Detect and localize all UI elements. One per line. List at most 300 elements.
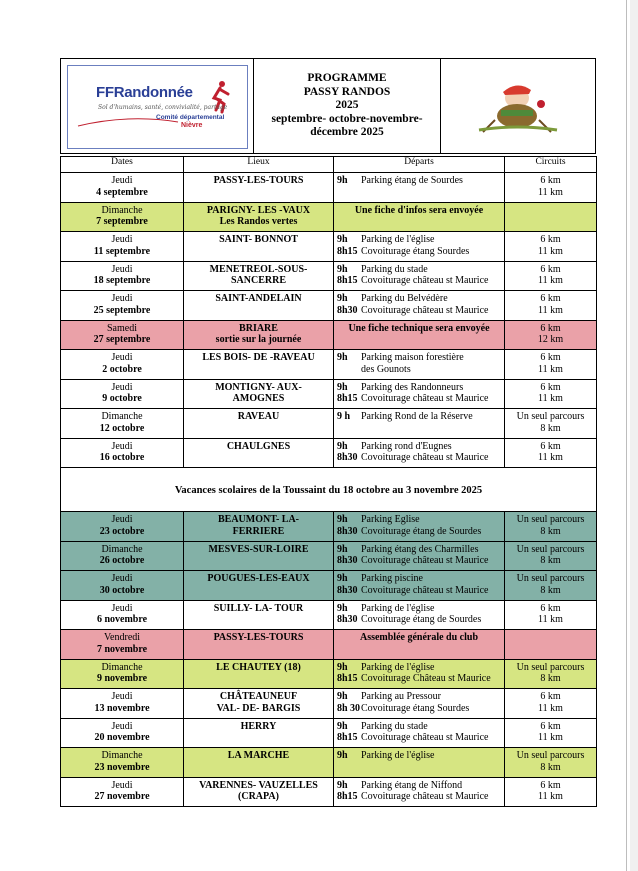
departure-time: 8h15 <box>337 673 358 684</box>
departure-place: Parking maison forestière <box>361 352 464 363</box>
departure-time: 9h <box>337 779 348 791</box>
page-margin <box>630 0 638 871</box>
circuit-distance: 6 km <box>540 691 561 702</box>
circuit-distance: Un seul parcours <box>516 573 585 584</box>
table-row <box>61 689 597 719</box>
departure-place: Parking de l'église <box>361 234 435 245</box>
departure-place: Covoiturage étang de Sourdes <box>361 525 482 537</box>
departure-time: 9h <box>337 750 348 761</box>
circuit-cell <box>505 541 597 571</box>
departure-line <box>337 411 501 423</box>
weekday: Jeudi <box>111 234 133 245</box>
circuit-cell <box>505 173 597 203</box>
circuit-distance: 8 km <box>540 555 561 566</box>
departure-place: Parking des Randonneurs <box>361 381 464 393</box>
circuit-cell <box>505 748 597 778</box>
departure-place: Parking du stade <box>361 720 428 732</box>
location-name: SAINT- BONNOT <box>219 234 298 245</box>
departure-line <box>337 393 501 405</box>
departure-time <box>337 364 361 376</box>
date-cell <box>61 748 184 778</box>
circuit-cell <box>505 689 597 719</box>
schedule-body <box>61 173 597 807</box>
date: 7 septembre <box>96 216 148 227</box>
circuit-distance: 6 km <box>540 720 561 732</box>
date-cell <box>61 202 184 232</box>
location-name: HERRY <box>240 720 277 732</box>
event-note: Assemblée générale du club <box>359 632 479 643</box>
departure-line <box>337 673 501 685</box>
location-name: PARIGNY- LES -VAUX <box>206 204 311 216</box>
departure-cell <box>334 659 505 689</box>
departure-cell <box>334 748 505 778</box>
departure-place: Covoiturage château st Maurice <box>361 275 489 286</box>
departure-cell <box>334 261 505 291</box>
departure-time: 8h30 <box>337 304 358 316</box>
date: 25 septembre <box>93 304 151 316</box>
table-row <box>61 409 597 439</box>
col-header-lieux: Lieux <box>184 157 334 173</box>
weekday: Jeudi <box>111 352 133 363</box>
date-cell <box>61 689 184 719</box>
page-edge <box>626 0 627 871</box>
program-title <box>254 59 441 153</box>
departure-time: 9h <box>337 263 348 275</box>
weekday: Dimanche <box>101 204 143 216</box>
circuit-cell <box>505 571 597 601</box>
location-name: AMOGNES <box>232 393 285 404</box>
departure-cell <box>334 438 505 468</box>
departure-line <box>337 662 501 674</box>
location-cell <box>184 173 334 203</box>
departure-cell <box>334 202 505 232</box>
location-name: MONTIGNY- AUX- <box>215 381 302 393</box>
date: 30 octobre <box>99 584 145 596</box>
location-name: VARENNES- VAUZELLES <box>199 779 318 791</box>
circuit-distance: 8 km <box>540 584 561 596</box>
circuit-distance: 11 km <box>538 363 563 375</box>
departure-time: 9 h <box>337 411 351 422</box>
date-cell <box>61 232 184 262</box>
circuit-distance: 11 km <box>538 304 563 316</box>
departure-time: 9h <box>337 293 348 304</box>
location-name: MENETREOL-SOUS- <box>209 263 308 275</box>
location-name: sortie sur la journée <box>215 334 302 345</box>
location-name: CHÂTEAUNEUF <box>219 691 298 702</box>
location-cell <box>184 438 334 468</box>
departure-line <box>337 382 501 394</box>
location-name: SANCERRE <box>230 275 286 286</box>
departure-cell <box>334 173 505 203</box>
circuit-distance: 11 km <box>538 702 563 714</box>
table-row <box>61 320 597 350</box>
departure-line <box>337 441 501 453</box>
departure-cell <box>334 291 505 321</box>
weekday: Jeudi <box>111 602 133 614</box>
departure-line <box>337 264 501 276</box>
weekday: Dimanche <box>101 411 143 422</box>
ffrandonnee-logo <box>67 65 248 149</box>
title-line: PASSY RANDOS <box>303 85 391 98</box>
departure-place: Parking de l'église <box>361 661 435 673</box>
weekday: Dimanche <box>101 750 143 761</box>
holiday-banner: Vacances scolaires de la Toussaint du 18 octobre au 3 novembre 2025 <box>61 468 597 512</box>
location-name: MESVES-SUR-LOIRE <box>208 543 309 555</box>
departure-cell <box>334 541 505 571</box>
circuit-cell <box>505 659 597 689</box>
date: 6 novembre <box>96 614 148 625</box>
location-name: PASSY-LES-TOURS <box>213 175 304 186</box>
location-cell <box>184 689 334 719</box>
departure-line <box>337 544 501 556</box>
departure-time: 8h30 <box>337 452 358 463</box>
date: 9 novembre <box>96 673 148 684</box>
date-cell <box>61 320 184 350</box>
hiker-illustration-icon <box>473 76 563 136</box>
col-header-dates: Dates <box>61 157 184 173</box>
location-cell <box>184 571 334 601</box>
location-name: BEAUMONT- LA- <box>217 514 300 525</box>
location-cell <box>184 718 334 748</box>
date-cell <box>61 718 184 748</box>
departure-time: 8h 30 <box>337 702 361 714</box>
location-cell <box>184 261 334 291</box>
location-name: (CRAPA) <box>238 791 279 802</box>
circuit-distance: Un seul parcours <box>516 543 585 555</box>
departure-time: 9h <box>337 573 348 584</box>
circuit-distance: 11 km <box>538 245 563 257</box>
date: 23 novembre <box>94 761 150 773</box>
departure-cell <box>334 777 505 807</box>
date-cell <box>61 173 184 203</box>
departure-place: Parking du Belvédère <box>361 293 448 304</box>
location-name: Les Randos vertes <box>219 216 298 227</box>
departure-time: 8h15 <box>337 245 358 257</box>
location-cell <box>184 232 334 262</box>
departure-line <box>337 293 501 305</box>
circuit-distance: 6 km <box>540 175 561 186</box>
departure-cell <box>334 689 505 719</box>
departure-line <box>337 234 501 246</box>
departure-line <box>337 614 501 626</box>
date-cell <box>61 630 184 660</box>
departure-time: 9h <box>337 543 348 555</box>
table-row <box>61 379 597 409</box>
circuit-distance: 11 km <box>538 791 563 802</box>
table-row <box>61 173 597 203</box>
departure-line <box>337 703 501 715</box>
weekday: Samedi <box>107 322 137 334</box>
circuit-distance: 8 km <box>540 761 561 773</box>
departure-place: Covoiturage château st Maurice <box>361 791 489 802</box>
location-cell <box>184 320 334 350</box>
departure-line <box>337 514 501 526</box>
table-row <box>61 291 597 321</box>
departure-time: 9h <box>337 691 348 702</box>
weekday: Jeudi <box>111 263 133 275</box>
circuit-cell <box>505 261 597 291</box>
departure-line <box>337 791 501 803</box>
departure-time: 9h <box>337 175 348 186</box>
location-name: CHAULGNES <box>226 440 291 452</box>
circuit-distance: 11 km <box>538 393 563 404</box>
circuit-distance: 6 km <box>540 263 561 275</box>
departure-time: 9h <box>337 661 348 673</box>
weekday: Dimanche <box>101 543 143 555</box>
departure-cell <box>334 232 505 262</box>
table-row <box>61 261 597 291</box>
circuit-distance: Un seul parcours <box>516 661 585 673</box>
departure-line <box>337 352 501 364</box>
circuit-distance: 6 km <box>540 381 561 393</box>
holiday-banner-row <box>61 468 597 512</box>
departure-time: 8h30 <box>337 614 358 625</box>
circuit-cell <box>505 320 597 350</box>
circuit-distance: 6 km <box>540 602 561 614</box>
weekday: Jeudi <box>111 514 133 525</box>
date: 16 octobre <box>99 452 145 463</box>
weekday: Jeudi <box>111 691 133 702</box>
weekday: Jeudi <box>111 720 133 732</box>
schedule-table <box>60 156 597 807</box>
weekday: Dimanche <box>101 661 143 673</box>
departure-place: Parking étang de Sourdes <box>361 175 463 186</box>
col-header-circuits: Circuits <box>505 157 597 173</box>
departure-time: 9h <box>337 440 348 452</box>
location-name: LE CHAUTEY (18) <box>216 661 301 673</box>
table-row <box>61 541 597 571</box>
hiker-illustration-cell <box>441 59 595 153</box>
table-row <box>61 232 597 262</box>
circuit-cell <box>505 630 597 660</box>
table-row <box>61 777 597 807</box>
location-name: LA MARCHE <box>227 750 290 761</box>
date: 27 novembre <box>94 791 150 802</box>
logo-department: Nièvre <box>181 122 203 129</box>
table-row <box>61 512 597 542</box>
departure-place: Covoiturage étang de Sourdes <box>361 614 482 625</box>
departure-place: Parking Eglise <box>361 514 420 525</box>
departure-place: Covoiturage château st Maurice <box>361 452 489 463</box>
date-cell <box>61 571 184 601</box>
date-cell <box>61 291 184 321</box>
location-name: LES BOIS- DE -RAVEAU <box>202 352 315 363</box>
departure-place: Parking de l'église <box>361 602 435 614</box>
circuit-cell <box>505 409 597 439</box>
date: 18 septembre <box>93 275 151 286</box>
circuit-distance: 11 km <box>538 275 563 286</box>
departure-time: 9h <box>337 234 348 245</box>
date: 12 octobre <box>99 422 145 434</box>
circuit-distance: 11 km <box>538 186 563 198</box>
departure-line <box>337 780 501 792</box>
date: 7 novembre <box>96 643 148 655</box>
location-cell <box>184 777 334 807</box>
departure-place: Parking au Pressour <box>361 691 441 702</box>
departure-time: 8h15 <box>337 791 358 802</box>
departure-line <box>337 526 501 538</box>
weekday: Jeudi <box>111 440 133 452</box>
table-row <box>61 600 597 630</box>
departure-place: Covoiturage étang Sourdes <box>361 702 470 714</box>
location-cell <box>184 541 334 571</box>
departure-time: 8h30 <box>337 525 358 537</box>
circuit-distance: 11 km <box>538 614 563 625</box>
departure-place: Parking rond d'Eugnes <box>361 440 452 452</box>
date: 11 septembre <box>93 245 151 257</box>
departure-line <box>337 573 501 585</box>
departure-time: 9h <box>337 514 348 525</box>
table-row <box>61 438 597 468</box>
circuit-distance: 8 km <box>540 525 561 537</box>
circuit-cell <box>505 379 597 409</box>
departure-line <box>337 750 501 762</box>
weekday: Jeudi <box>111 175 133 186</box>
location-cell <box>184 379 334 409</box>
location-name: RAVEAU <box>237 411 280 422</box>
circuit-distance: 6 km <box>540 352 561 363</box>
weekday: Vendredi <box>103 632 141 643</box>
departure-place: Covoiturage château st Maurice <box>361 393 489 404</box>
departure-cell <box>334 630 505 660</box>
departure-line <box>337 364 501 376</box>
location-cell <box>184 202 334 232</box>
title-line: 2025 <box>335 99 359 112</box>
departure-cell <box>334 379 505 409</box>
circuit-cell <box>505 350 597 380</box>
circuit-cell <box>505 202 597 232</box>
departure-place: Parking étang de Niffond <box>361 779 463 791</box>
departure-place: Covoiturage château st Maurice <box>361 555 489 566</box>
departure-line <box>337 732 501 744</box>
departure-line <box>337 555 501 567</box>
departure-place: Parking étang des Charmilles <box>361 543 479 555</box>
circuit-cell <box>505 718 597 748</box>
departure-time: 8h15 <box>337 732 358 743</box>
departure-line <box>337 246 501 258</box>
departure-line <box>337 585 501 597</box>
circuit-cell <box>505 600 597 630</box>
event-note: Une fiche d'infos sera envoyée <box>354 204 484 216</box>
table-header-row <box>61 157 597 173</box>
table-row <box>61 659 597 689</box>
date-cell <box>61 438 184 468</box>
date: 20 novembre <box>94 732 150 743</box>
circuit-distance: 6 km <box>540 293 561 304</box>
departure-place: Covoiturage château st Maurice <box>361 732 489 743</box>
departure-cell <box>334 512 505 542</box>
table-row <box>61 630 597 660</box>
departure-place: Covoiturage Château st Maurice <box>361 673 491 684</box>
departure-cell <box>334 320 505 350</box>
table-row <box>61 718 597 748</box>
table-row <box>61 748 597 778</box>
departure-cell <box>334 718 505 748</box>
departure-place: Covoiturage château st Maurice <box>361 584 489 596</box>
departure-line <box>337 691 501 703</box>
departure-line <box>337 275 501 287</box>
circuit-distance: 6 km <box>540 779 561 791</box>
date: 23 octobre <box>99 525 145 537</box>
circuit-distance: 6 km <box>540 322 561 334</box>
circuit-distance: 8 km <box>540 422 561 434</box>
circuit-cell <box>505 438 597 468</box>
event-note: Une fiche technique sera envoyée <box>348 322 490 334</box>
date: 27 septembre <box>93 334 151 345</box>
circuit-distance: Un seul parcours <box>516 411 585 422</box>
circuit-cell <box>505 291 597 321</box>
location-name: POUGUES-LES-EAUX <box>207 573 310 584</box>
weekday: Jeudi <box>111 779 133 791</box>
title-line: septembre- octobre-novembre- <box>271 112 423 125</box>
departure-place: Parking piscine <box>361 573 423 584</box>
circuit-distance: 12 km <box>537 334 564 345</box>
date: 9 octobre <box>102 393 142 404</box>
departure-line <box>337 305 501 317</box>
circuit-cell <box>505 512 597 542</box>
logo-committee: Comité départemental <box>156 114 225 121</box>
departure-place: Parking Rond de la Réserve <box>361 411 473 422</box>
departure-cell <box>334 409 505 439</box>
circuit-cell <box>505 777 597 807</box>
date-cell <box>61 379 184 409</box>
location-cell <box>184 748 334 778</box>
circuit-distance: Un seul parcours <box>516 750 585 761</box>
circuit-distance: Un seul parcours <box>516 514 585 525</box>
departure-line <box>337 175 501 187</box>
departure-place: des Gounots <box>361 363 411 375</box>
location-cell <box>184 630 334 660</box>
departure-place: Covoiturage étang Sourdes <box>361 245 470 257</box>
title-line: PROGRAMME <box>307 72 387 85</box>
circuit-distance: 11 km <box>538 452 563 463</box>
departure-time: 9h <box>337 352 348 363</box>
departure-time: 8h15 <box>337 393 358 404</box>
date-cell <box>61 261 184 291</box>
location-cell <box>184 512 334 542</box>
date-cell <box>61 541 184 571</box>
location-name: PASSY-LES-TOURS <box>213 632 304 643</box>
location-cell <box>184 350 334 380</box>
table-row <box>61 202 597 232</box>
location-name: BRIARE <box>239 322 278 334</box>
date-cell <box>61 600 184 630</box>
location-name: VAL- DE- BARGIS <box>216 702 301 714</box>
departure-time: 9h <box>337 602 348 614</box>
location-name: SAINT-ANDELAIN <box>215 293 302 304</box>
date: 4 septembre <box>96 186 148 198</box>
departure-cell <box>334 571 505 601</box>
location-cell <box>184 291 334 321</box>
departure-line <box>337 452 501 464</box>
weekday: Jeudi <box>111 381 133 393</box>
departure-time: 8h15 <box>337 275 358 286</box>
departure-place: Parking de l'église <box>361 750 435 761</box>
table-row <box>61 350 597 380</box>
logo-slogan: Sol d'humains, santé, convivialité, partage <box>98 104 228 111</box>
location-name: FERRIERE <box>232 525 285 537</box>
date: 2 octobre <box>102 363 142 375</box>
departure-time: 9h <box>337 381 348 393</box>
departure-time: 9h <box>337 720 348 732</box>
location-cell <box>184 659 334 689</box>
date-cell <box>61 777 184 807</box>
date-cell <box>61 659 184 689</box>
table-row <box>61 571 597 601</box>
circuit-distance: 11 km <box>538 732 563 743</box>
circuit-distance: 8 km <box>540 673 561 684</box>
title-line: décembre 2025 <box>310 126 384 139</box>
